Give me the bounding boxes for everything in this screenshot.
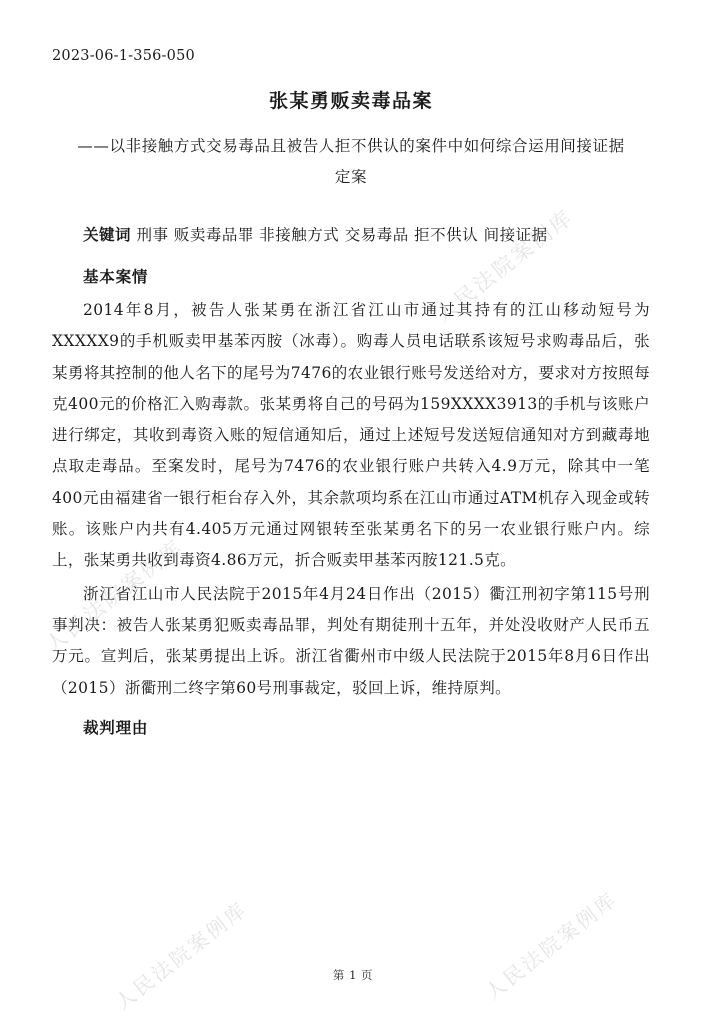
paragraph: 浙江省江山市人民法院于2015年4月24日作出（2015）衢江刑初字第115号刑事判决：被告人张某勇犯贩卖毒品罪，判处有期徒刑十五年，并处没收财产人民币五万元。宣判后，张某勇提出上诉。浙江省衢州市中级人民法院于2015年8月6日作出（2015）浙衢刑二终字第60号刑事裁定，驳回上诉，维持原判。 [52, 584, 650, 697]
section-heading-judgment-reason: 裁判理由 [83, 717, 149, 737]
document-id: 2023-06-1-356-050 [52, 48, 195, 64]
document-subtitle: ——以非接触方式交易毒品且被告人拒不供认的案件中如何综合运用间接证据定案 [77, 137, 625, 186]
watermark: 人民法院案例库 [480, 886, 623, 1005]
watermark: 人民法院案例库 [431, 204, 579, 327]
keywords-label: 关键词 [83, 225, 132, 244]
keywords-value: 刑事 贩卖毒品罪 非接触方式 交易毒品 拒不供认 间接证据 [136, 226, 548, 244]
keywords-line [52, 219, 650, 251]
page-footer: 第 1 页 [332, 968, 374, 982]
section-heading-basic-facts: 基本案情 [83, 267, 149, 286]
paragraph: 2014年8月，被告人张某勇在浙江省江山市通过其持有的江山移动短号为XXXXX9的手机贩卖甲基苯丙胺（冰毒）。购毒人员电话联系该短号求购毒品后，张某勇将其控制的他人名下的尾号为7476的农业银行账号发送给对方，要求对方按照每克400元的价格汇入购毒款。张某勇将自己的号码为159XXXX3913的手机与该账户进行绑定，其收到毒资入账的短信通知后，通过上述短号发送短信通知对方到藏毒地点取走毒品。至案发时，尾号为7476的农业银行账户共转入4.9万元，除其中一笔400元由福建省一银行柜台存入外，其余款项均系在江山市通过ATM机存入现金或转账。该账户内共有4.405万元通过网银转至张某勇名下的另一农业银行账户内。综上，张某勇共收到毒资4.86万元，折合贩卖甲基苯丙胺121.5克。 [52, 301, 650, 570]
watermark: 人民法院案例库 [110, 896, 253, 1015]
page-title: 张某勇贩卖毒品案 [268, 90, 433, 112]
watermark: 人民法院案例库 [41, 534, 189, 657]
